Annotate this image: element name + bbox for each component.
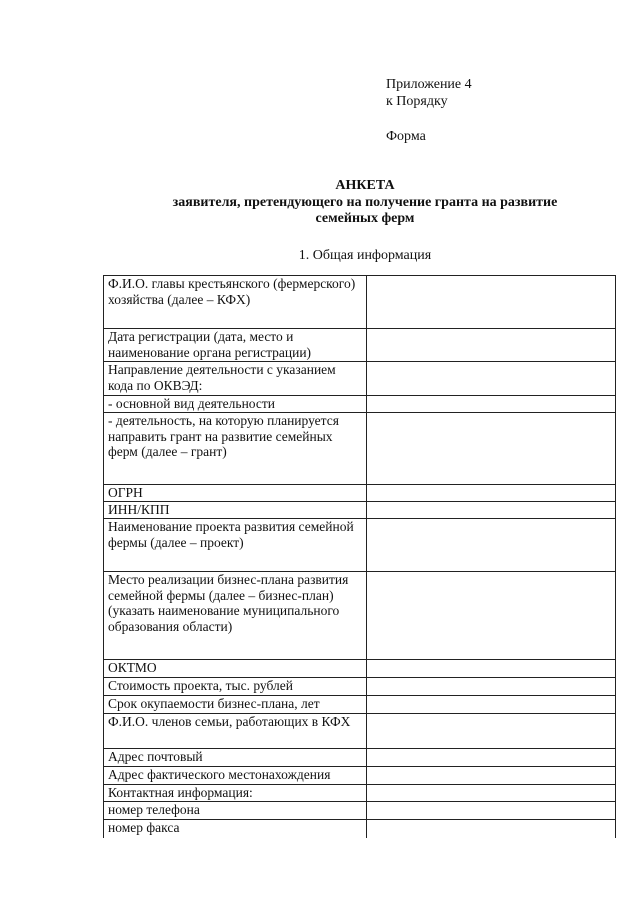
section-heading: 1. Общая информация: [298, 248, 432, 263]
row-label: ИНН/КПП: [104, 502, 367, 519]
row-label: ОКТМО: [104, 660, 367, 678]
table-row: [104, 329, 616, 362]
table-row: [104, 696, 616, 714]
table-row: [104, 362, 616, 396]
row-label: номер телефона: [104, 802, 367, 820]
row-value-cell[interactable]: [367, 696, 616, 714]
row-label: Контактная информация:: [104, 785, 367, 802]
table-row: [104, 276, 616, 329]
table-row: [104, 802, 616, 820]
document-title: [100, 178, 630, 227]
row-value-cell[interactable]: [367, 362, 616, 396]
table-row: [104, 749, 616, 767]
row-value-cell[interactable]: [367, 678, 616, 696]
row-value-cell[interactable]: [367, 485, 616, 502]
appendix-reference: [386, 76, 472, 110]
row-value-cell[interactable]: [367, 396, 616, 413]
row-value-cell[interactable]: [367, 519, 616, 572]
title-subtitle: заявителя, претендующего на получение гранта на развитие семейных ферм: [172, 195, 558, 226]
row-value-cell[interactable]: [367, 749, 616, 767]
row-label: ОГРН: [104, 485, 367, 502]
table-row: [104, 785, 616, 802]
row-label: Наименование проекта развития семейной фермы (далее – проект): [104, 519, 367, 572]
table-row: [104, 820, 616, 838]
table-row: [104, 519, 616, 572]
row-value-cell[interactable]: [367, 767, 616, 785]
row-label: Срок окупаемости бизнес-плана, лет: [104, 696, 367, 714]
table-row: [104, 660, 616, 678]
table-row: [104, 678, 616, 696]
title-main: АНКЕТА: [335, 178, 395, 193]
row-label: - основной вид деятельности: [104, 396, 367, 413]
form-label: Форма: [386, 129, 426, 144]
row-label: Ф.И.О. главы крестьянского (фермерского) хозяйства (далее – КФХ): [104, 276, 367, 329]
table-row: [104, 413, 616, 485]
general-info-table: [103, 275, 616, 838]
row-value-cell[interactable]: [367, 329, 616, 362]
row-label: Место реализации бизнес-плана развития семейной фермы (далее – бизнес-план) (указать наименование муниципального образования области): [104, 572, 367, 660]
row-value-cell[interactable]: [367, 413, 616, 485]
row-label: Адрес фактического местонахождения: [104, 767, 367, 785]
table-row: [104, 572, 616, 660]
row-label: - деятельность, на которую планируется направить грант на развитие семейных ферм (далее – грант): [104, 413, 367, 485]
row-value-cell[interactable]: [367, 802, 616, 820]
appendix-number: Приложение 4: [386, 77, 472, 92]
table-row: [104, 485, 616, 502]
row-label: Направление деятельности с указанием кода по ОКВЭД:: [104, 362, 367, 396]
row-label: номер факса: [104, 820, 367, 838]
table-row: [104, 502, 616, 519]
row-value-cell[interactable]: [367, 714, 616, 749]
row-label: Адрес почтовый: [104, 749, 367, 767]
appendix-order-ref: к Порядку: [386, 94, 448, 109]
row-value-cell[interactable]: [367, 820, 616, 838]
table-row: [104, 714, 616, 749]
row-value-cell[interactable]: [367, 502, 616, 519]
row-value-cell[interactable]: [367, 572, 616, 660]
table-row: [104, 767, 616, 785]
row-value-cell[interactable]: [367, 660, 616, 678]
row-label: Дата регистрации (дата, место и наименование органа регистрации): [104, 329, 367, 362]
row-value-cell[interactable]: [367, 785, 616, 802]
row-label: Ф.И.О. членов семьи, работающих в КФХ: [104, 714, 367, 749]
row-value-cell[interactable]: [367, 276, 616, 329]
row-label: Стоимость проекта, тыс. рублей: [104, 678, 367, 696]
table-row: [104, 396, 616, 413]
